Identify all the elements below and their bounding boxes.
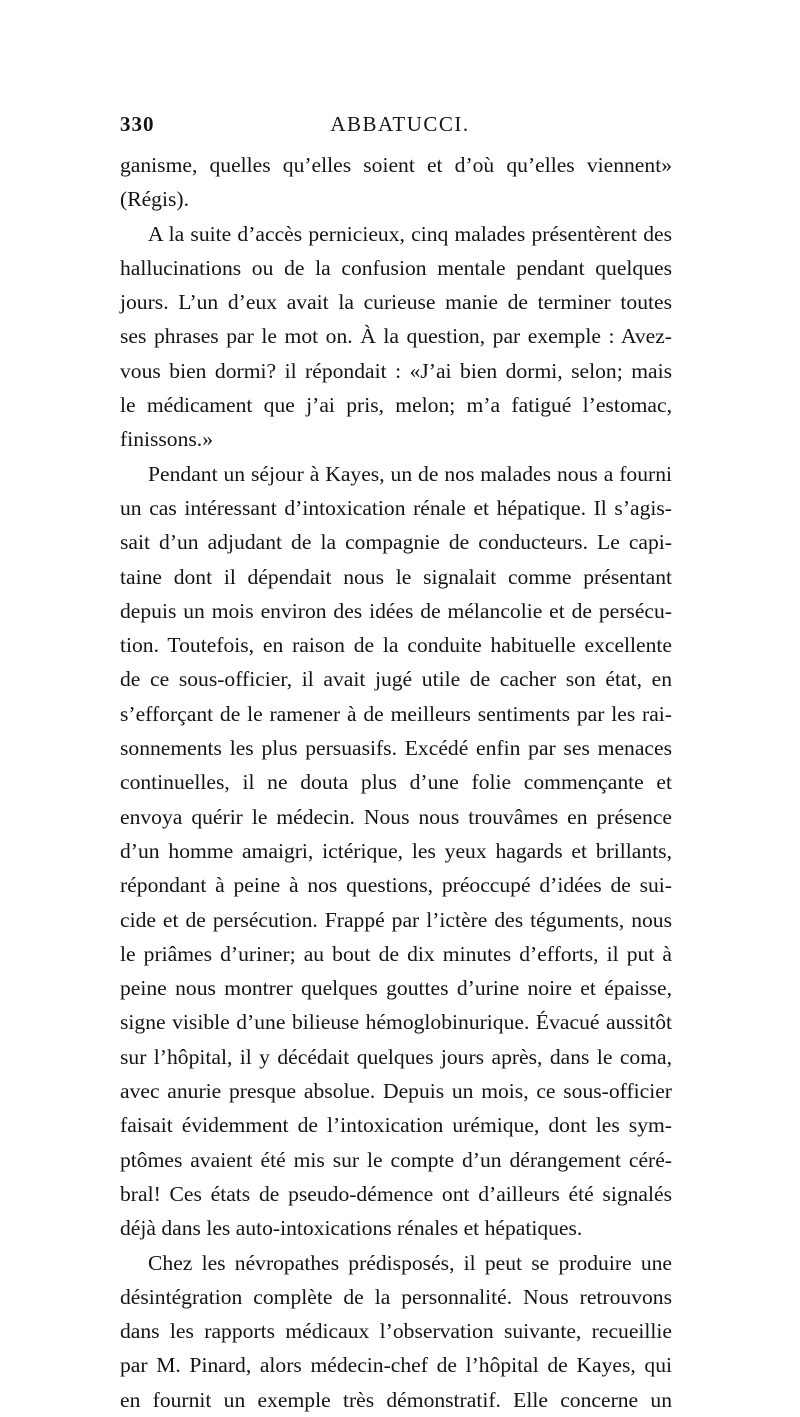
text-line: A la suite d’accès pernicieux, cinq malades présentèrent des [148,221,672,246]
text-line: en fournit un exemple très démonstratif. Elle concerne un [120,1387,672,1412]
text-line: désintégration complète de la personnalité. Nous retrouvons [120,1284,672,1309]
text-line: ptômes avaient été mis sur le compte d’un dérangement céré- [120,1147,672,1172]
text-line: finissons.» [120,427,213,452]
text-line: ses phrases par le mot on. À la question, par exemple : Avez- [120,324,672,349]
text-line: sur l’hôpital, il y décédait quelques jours après, dans le coma, [120,1044,672,1069]
text-line: tion. Toutefois, en raison de la conduite habituelle excellente [120,633,672,658]
text-line: avec anurie presque absolue. Depuis un mois, ce sous-officier [120,1079,672,1104]
text-line: vous bien dormi? il répondait : «J’ai bien dormi, selon; mais [120,358,672,383]
text-line: cide et de persécution. Frappé par l’ictère des téguments, nous [120,907,672,932]
text-line: le priâmes d’uriner; au bout de dix minutes d’efforts, il put à [120,941,672,966]
text-line: Pendant un séjour à Kayes, un de nos malades nous a fourni [148,461,672,486]
text-line: depuis un mois environ des idées de mélancolie et de persécu- [120,598,672,623]
text-line: Chez les névropathes prédisposés, il peut se produire une [148,1250,672,1275]
text-line: répondant à peine à nos questions, préoccupé d’idées de sui- [120,873,672,898]
text-line: ganisme, quelles qu’elles soient et d’où qu’elles viennent» [120,153,672,177]
text-line: envoya quérir le médecin. Nous nous trouvâmes en présence [120,804,672,829]
text-line: jours. L’un d’eux avait la curieuse manie de terminer toutes [120,290,672,315]
text-line: sait d’un adjudant de la compagnie de conducteurs. Le capi- [120,530,672,555]
text-line: le médicament que j’ai pris, melon; m’a fatigué l’estomac, [120,393,672,418]
text-line: par M. Pinard, alors médecin-chef de l’hôpital de Kayes, qui [120,1353,672,1378]
text-line: peine nous montrer quelques gouttes d’urine noire et épaisse, [120,976,672,1001]
text-line: d’un homme amaigri, ictérique, les yeux hagards et brillants, [120,838,672,863]
text-line: dans les rapports médicaux l’observation suivante, recueillie [120,1319,672,1344]
text-line: bral! Ces états de pseudo-démence ont d’ailleurs été signalés [120,1181,672,1206]
text-line: faisait évidemment de l’intoxication urémique, dont les sym- [120,1113,672,1138]
text-line: taine dont il dépendait nous le signalait comme présentant [120,564,672,589]
running-head [120,112,680,142]
text-line: (Régis). [120,187,189,212]
body-text [120,148,672,1417]
text-line: déjà dans les auto-intoxications rénales et hépatiques. [120,1216,583,1241]
text-line: un cas intéressant d’intoxication rénale et hépatique. Il s’agis- [120,495,672,520]
page-number: 330 [120,112,155,136]
text-line: s’efforçant de le ramener à de meilleurs sentiments par les rai- [120,701,672,726]
text-line: hallucinations ou de la confusion mentale pendant quelques [120,255,672,280]
text-line: continuelles, il ne douta plus d’une folie commençante et [120,770,672,795]
text-line: sonnements les plus persuasifs. Excédé enfin par ses menaces [120,736,672,761]
running-title: ABBATUCCI. [330,112,470,136]
text-line: signe visible d’une bilieuse hémoglobinurique. Évacué aussitôt [120,1010,672,1035]
text-line: de ce sous-officier, il avait jugé utile de cacher son état, en [120,667,672,692]
